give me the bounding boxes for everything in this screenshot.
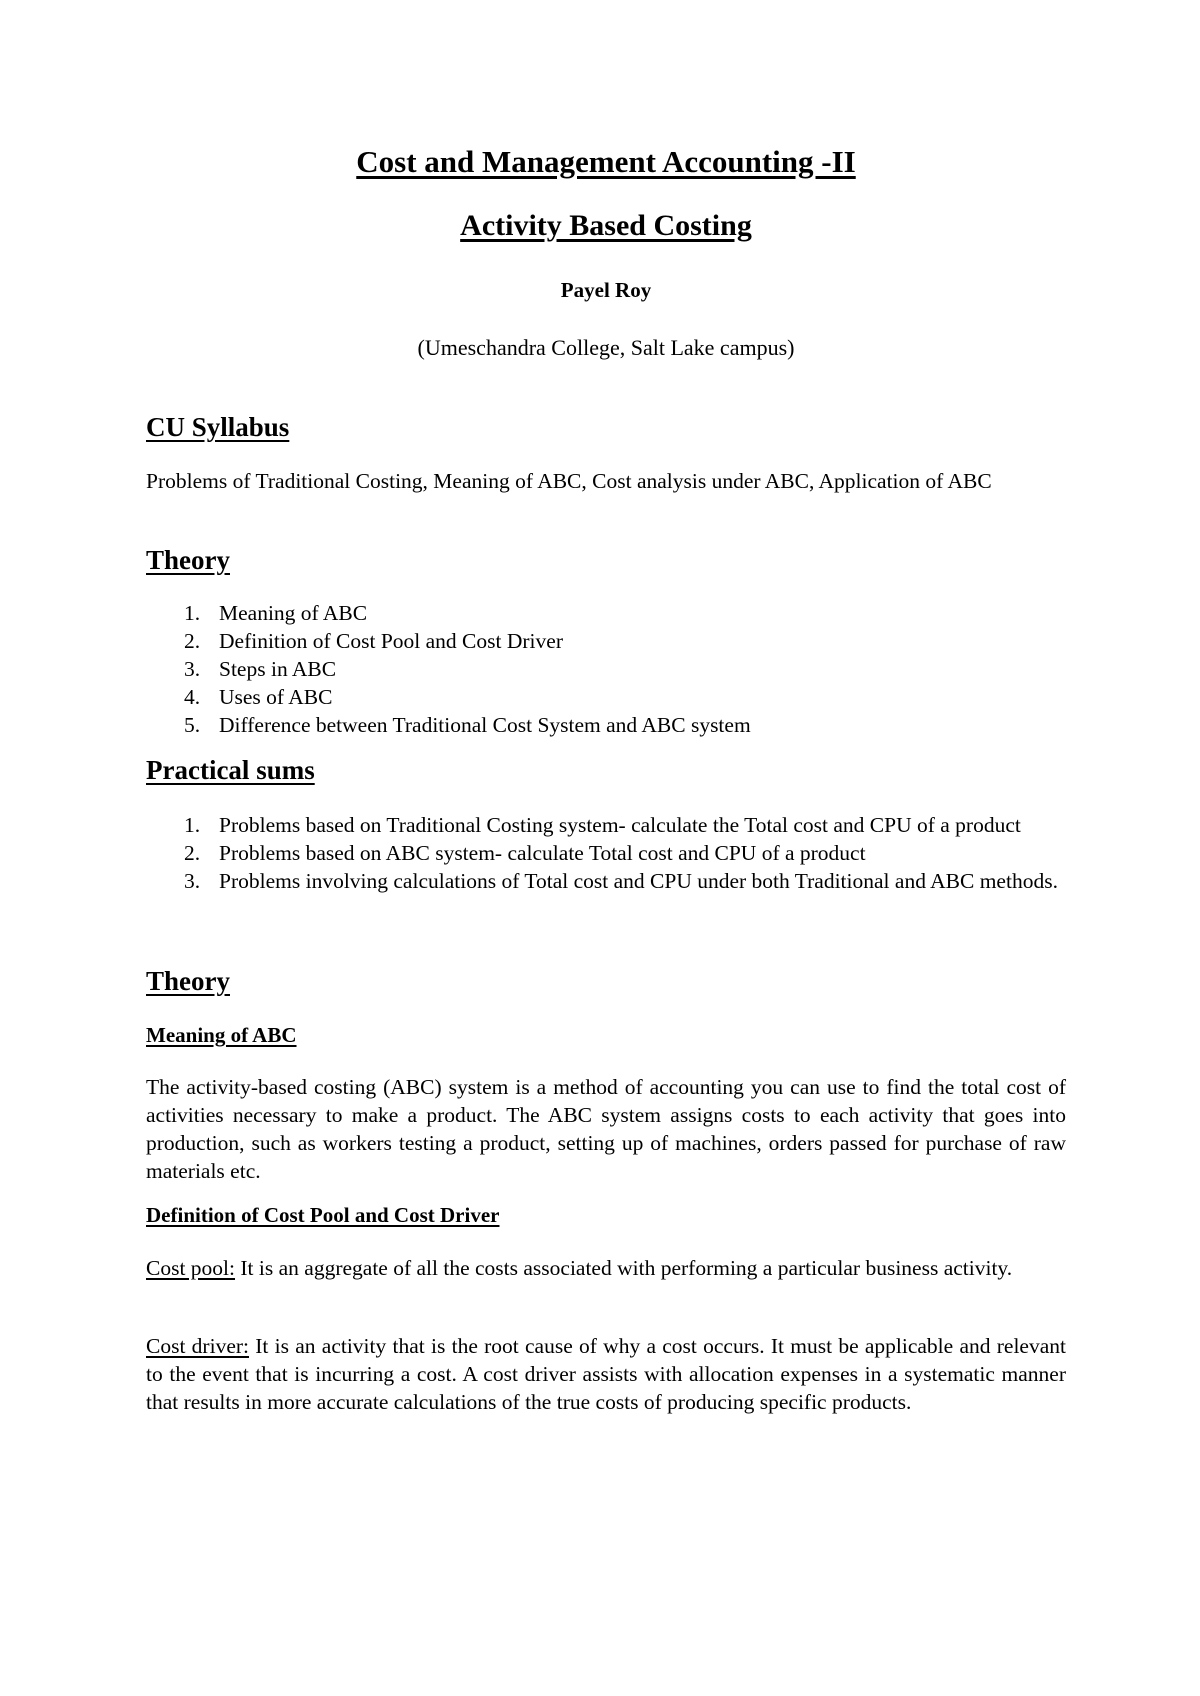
cost-pool-text: It is an aggregate of all the costs associated with performing a particular business activity. [235, 1256, 1013, 1280]
theory-detail-heading: Theory [146, 966, 230, 996]
theory-topic-list [146, 599, 1066, 739]
list-item [146, 839, 1066, 867]
list-item-number: 1. [184, 813, 201, 837]
meaning-heading: Meaning of ABC [146, 1023, 297, 1047]
list-item [146, 599, 1066, 627]
cost-pool-term: Cost pool: [146, 1256, 236, 1280]
author-affiliation: (Umeschandra College, Salt Lake campus) [417, 335, 795, 360]
list-item-text: Definition of Cost Pool and Cost Driver [219, 629, 563, 653]
list-item-text: Problems based on Traditional Costing system- calculate the Total cost and CPU of a product [219, 813, 1021, 837]
cost-driver-paragraph [146, 1332, 1066, 1416]
document-subtitle: Activity Based Costing [460, 209, 752, 242]
list-item-text: Uses of ABC [219, 685, 333, 709]
list-item [146, 683, 1066, 711]
list-item-text: Steps in ABC [219, 657, 337, 681]
list-item [146, 711, 1066, 739]
list-item [146, 867, 1066, 895]
practical-sums-list [146, 811, 1066, 895]
list-item-text: Problems based on ABC system- calculate Total cost and CPU of a product [219, 841, 866, 865]
list-item-number: 3. [184, 869, 201, 893]
list-item-number: 4. [184, 685, 201, 709]
list-item-text: Problems involving calculations of Total cost and CPU under both Traditional and ABC methods. [219, 869, 1058, 893]
meaning-text: The activity-based costing (ABC) system is a method of accounting you can use to find the total cost of activities necessary to make a product. The ABC system assigns costs to each activity that goes into production, such as workers testing a product, setting up of machines, orders passed for purchase of raw materials etc. [146, 1075, 1066, 1183]
document-title: Cost and Management Accounting -II [356, 144, 856, 179]
list-item-number: 1. [184, 601, 201, 625]
syllabus-heading: CU Syllabus [146, 412, 290, 442]
list-item [146, 811, 1066, 839]
list-item-number: 2. [184, 841, 201, 865]
author-name: Payel Roy [560, 278, 652, 302]
cost-driver-term: Cost driver: [146, 1334, 249, 1358]
list-item-text: Difference between Traditional Cost System and ABC system [219, 713, 751, 737]
theory-list-heading: Theory [146, 545, 230, 575]
syllabus-text: Problems of Traditional Costing, Meaning of ABC, Cost analysis under ABC, Application of ABC [146, 469, 992, 493]
list-item [146, 627, 1066, 655]
cost-driver-text: It is an activity that is the root cause of why a cost occurs. It must be applicable and relevant to the event that is incurring a cost. A cost driver assists with allocation expenses in a systematic manner that results in more accurate calculations of the true costs of producing specific products. [146, 1334, 1066, 1414]
list-item [146, 655, 1066, 683]
practical-heading: Practical sums [146, 755, 315, 785]
list-item-number: 2. [184, 629, 201, 653]
list-item-text: Meaning of ABC [219, 601, 368, 625]
list-item-number: 3. [184, 657, 201, 681]
cost-pool-paragraph [146, 1254, 1066, 1282]
definition-heading: Definition of Cost Pool and Cost Driver [146, 1203, 500, 1227]
list-item-number: 5. [184, 713, 201, 737]
